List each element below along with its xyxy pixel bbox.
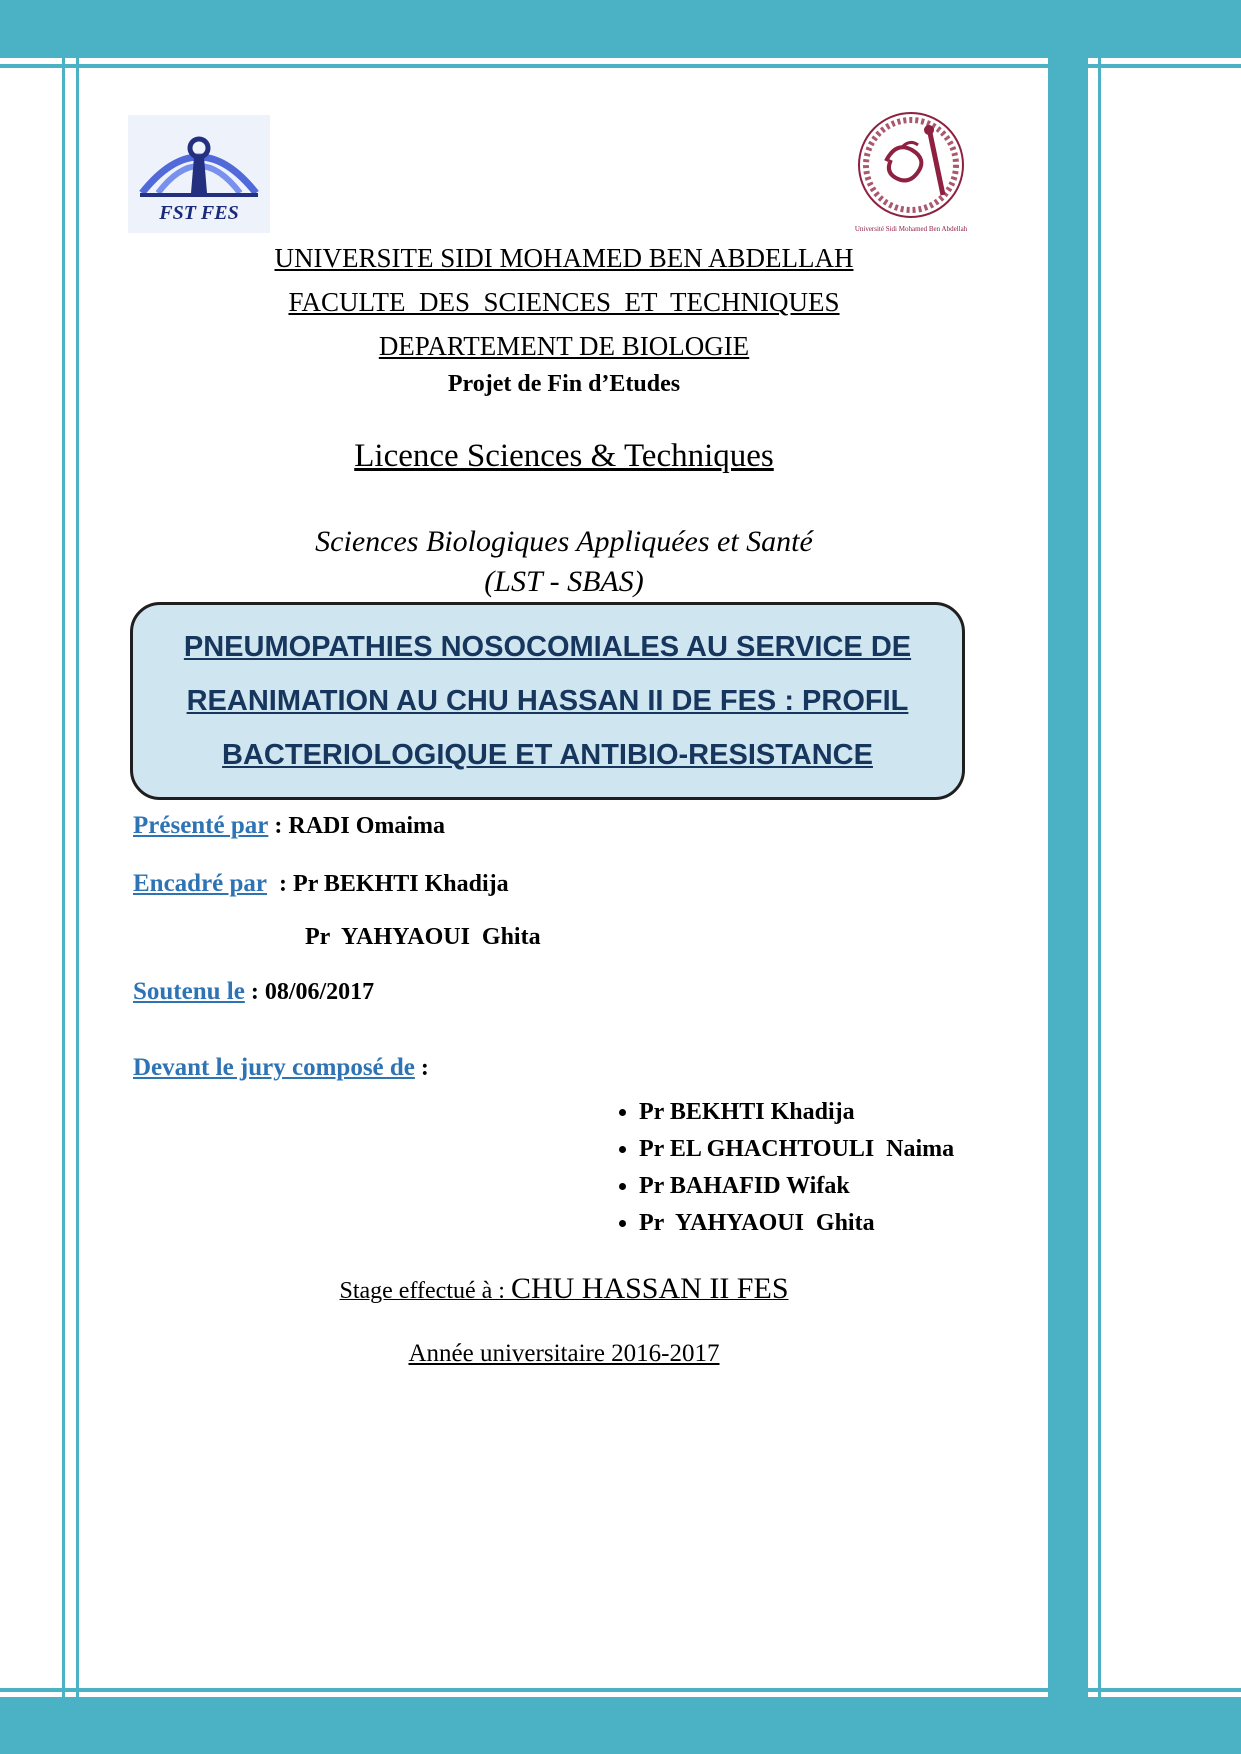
border-right-thin-line bbox=[1098, 0, 1101, 1754]
defended-on-row bbox=[133, 978, 983, 1006]
faculty-name: FACULTE DES SCIENCES ET TECHNIQUES bbox=[288, 287, 840, 317]
department-name: DEPARTEMENT DE BIOLOGIE bbox=[378, 331, 750, 361]
supervisor-2-row bbox=[305, 924, 983, 951]
usmba-seal-graphic bbox=[850, 103, 972, 245]
thesis-title: PNEUMOPATHIES NOSOCOMIALES AU SERVICE DE REANIMATION AU CHU HASSAN II DE FES : PROFIL BACTERIOLOGIQUE ET ANTIBIO-RESISTANCE bbox=[183, 631, 912, 771]
defended-on-label: Soutenu le bbox=[133, 978, 245, 1005]
supervisor-2: Pr YAHYAOUI Ghita bbox=[305, 924, 541, 950]
presented-by-value: RADI Omaima bbox=[288, 813, 446, 839]
program-name: Sciences Biologiques Appliquées et Santé bbox=[315, 525, 813, 558]
details-block bbox=[133, 812, 983, 1242]
footer-block bbox=[80, 1272, 1048, 1368]
border-bottom-thin-line bbox=[0, 1688, 1241, 1692]
presented-by-label: Présenté par bbox=[133, 812, 269, 839]
degree-name: Licence Sciences & Techniques bbox=[354, 438, 774, 474]
project-type: Projet de Fin d’Etudes bbox=[447, 371, 681, 397]
presented-by-separator: : bbox=[268, 813, 289, 839]
fst-fes-logo-text: FST FES bbox=[159, 202, 239, 224]
border-left-line-outer bbox=[62, 0, 65, 1754]
program-code: (LST - SBAS) bbox=[484, 565, 644, 598]
thesis-title-box bbox=[130, 602, 965, 800]
jury-member: • Pr BEKHTI Khadija bbox=[639, 1094, 983, 1131]
jury-label-row bbox=[133, 1054, 983, 1082]
border-left-line-inner bbox=[76, 0, 79, 1754]
internship-label: Stage effectué à : bbox=[339, 1278, 511, 1304]
fst-fes-logo-graphic bbox=[128, 115, 270, 233]
jury-member: • Pr BAHAFID Wifak bbox=[639, 1168, 983, 1205]
border-bottom-band bbox=[0, 1697, 1241, 1754]
usmba-university-seal bbox=[850, 103, 972, 245]
defended-on-separator: : bbox=[244, 979, 265, 1005]
jury-member: • Pr EL GHACHTOULI Naima bbox=[639, 1131, 983, 1168]
usmba-seal-caption: Université Sidi Mohamed Ben Abdellah bbox=[854, 225, 968, 233]
jury-member: • Pr YAHYAOUI Ghita bbox=[639, 1205, 983, 1242]
jury-label: Devant le jury composé de bbox=[133, 1054, 415, 1081]
university-name: UNIVERSITE SIDI MOHAMED BEN ABDELLAH bbox=[274, 243, 854, 273]
jury-separator: : bbox=[414, 1055, 429, 1081]
header-block bbox=[80, 243, 1048, 599]
internship-location: CHU HASSAN II FES bbox=[510, 1272, 789, 1305]
supervised-by-label: Encadré par bbox=[133, 870, 268, 897]
supervised-by-row bbox=[133, 870, 983, 898]
internship-row bbox=[80, 1272, 1048, 1306]
defense-date: 08/06/2017 bbox=[264, 979, 375, 1005]
presented-by-row bbox=[133, 812, 983, 840]
academic-year: Année universitaire 2016-2017 bbox=[408, 1340, 720, 1367]
border-right-band bbox=[1048, 0, 1088, 1754]
supervised-by-separator: : bbox=[267, 871, 294, 897]
fst-fes-logo bbox=[128, 115, 270, 233]
supervisor-1: Pr BEKHTI Khadija bbox=[293, 871, 509, 897]
jury-list bbox=[613, 1094, 983, 1242]
